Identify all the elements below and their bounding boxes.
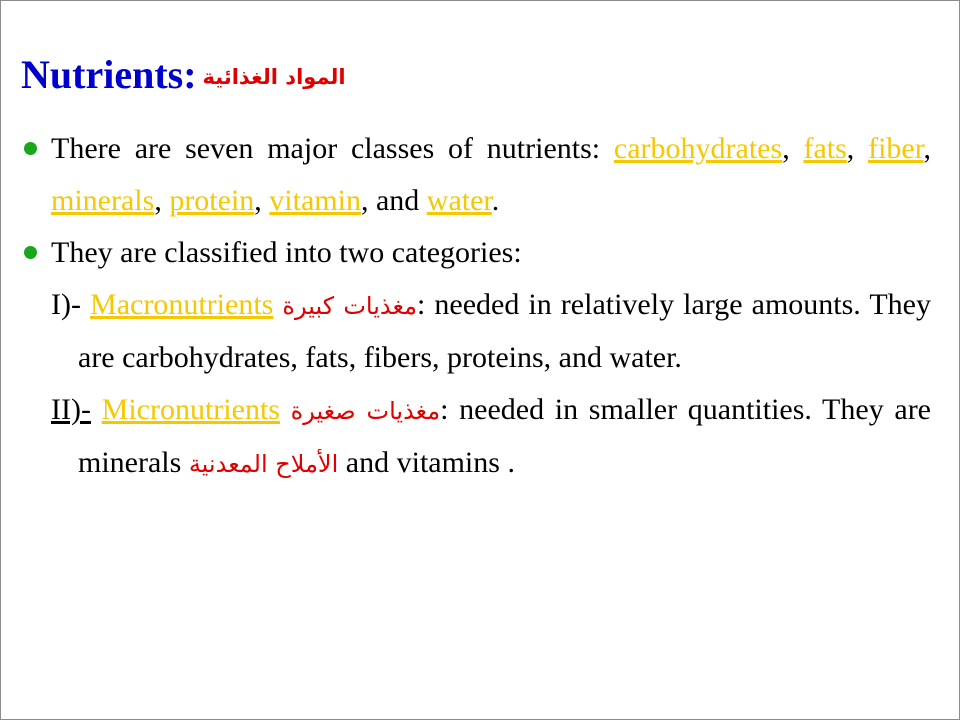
link-protein[interactable]: protein	[169, 184, 255, 217]
bullet-text: They are classified into two categories:	[51, 236, 522, 269]
title-arabic: المواد الغذائية	[202, 65, 346, 89]
item-number: I)-	[51, 288, 91, 321]
macronutrients-item	[51, 279, 931, 384]
separator: ,	[782, 132, 804, 165]
link-water[interactable]: water	[426, 184, 492, 217]
bullet-text: There are seven major classes of nutrients:	[51, 132, 614, 165]
macronutrients-arabic: مغذيات كبيرة	[282, 292, 417, 320]
micronutrients-description-end: and vitamins .	[338, 446, 515, 479]
link-fats[interactable]: fats	[803, 132, 847, 165]
separator: .	[491, 184, 500, 217]
separator: , and	[360, 184, 427, 217]
slide-body	[51, 123, 931, 490]
link-carbohydrates[interactable]: carbohydrates	[613, 132, 783, 165]
minerals-arabic: الأملاح المعدنية	[188, 450, 339, 478]
link-vitamin[interactable]: vitamin	[269, 184, 361, 217]
separator: ,	[254, 184, 270, 217]
macronutrients-description: : needed in relatively large amounts. They are carbohydrates, fats, fibers, proteins, and water.	[78, 288, 931, 374]
separator: ,	[846, 132, 855, 165]
separator: ,	[154, 184, 170, 217]
bullet-categories	[51, 227, 931, 279]
bullet-nutrient-classes	[51, 123, 931, 227]
micronutrients-arabic: مغذيات صغيرة	[290, 397, 441, 425]
item-number: II)-	[51, 393, 91, 426]
link-micronutrients[interactable]: Micronutrients	[101, 393, 280, 426]
separator: ,	[923, 132, 932, 165]
link-macronutrients[interactable]: Macronutrients	[90, 288, 274, 321]
bullet-dot-icon	[24, 246, 37, 259]
slide-title	[21, 49, 346, 107]
micronutrients-description: : needed in smaller quantities. They are minerals	[78, 393, 931, 479]
link-minerals[interactable]: minerals	[51, 184, 155, 217]
bullet-dot-icon	[24, 142, 37, 155]
title-english: Nutrients:	[21, 52, 197, 97]
link-fiber[interactable]: fiber	[868, 132, 924, 165]
micronutrients-item	[51, 384, 931, 490]
